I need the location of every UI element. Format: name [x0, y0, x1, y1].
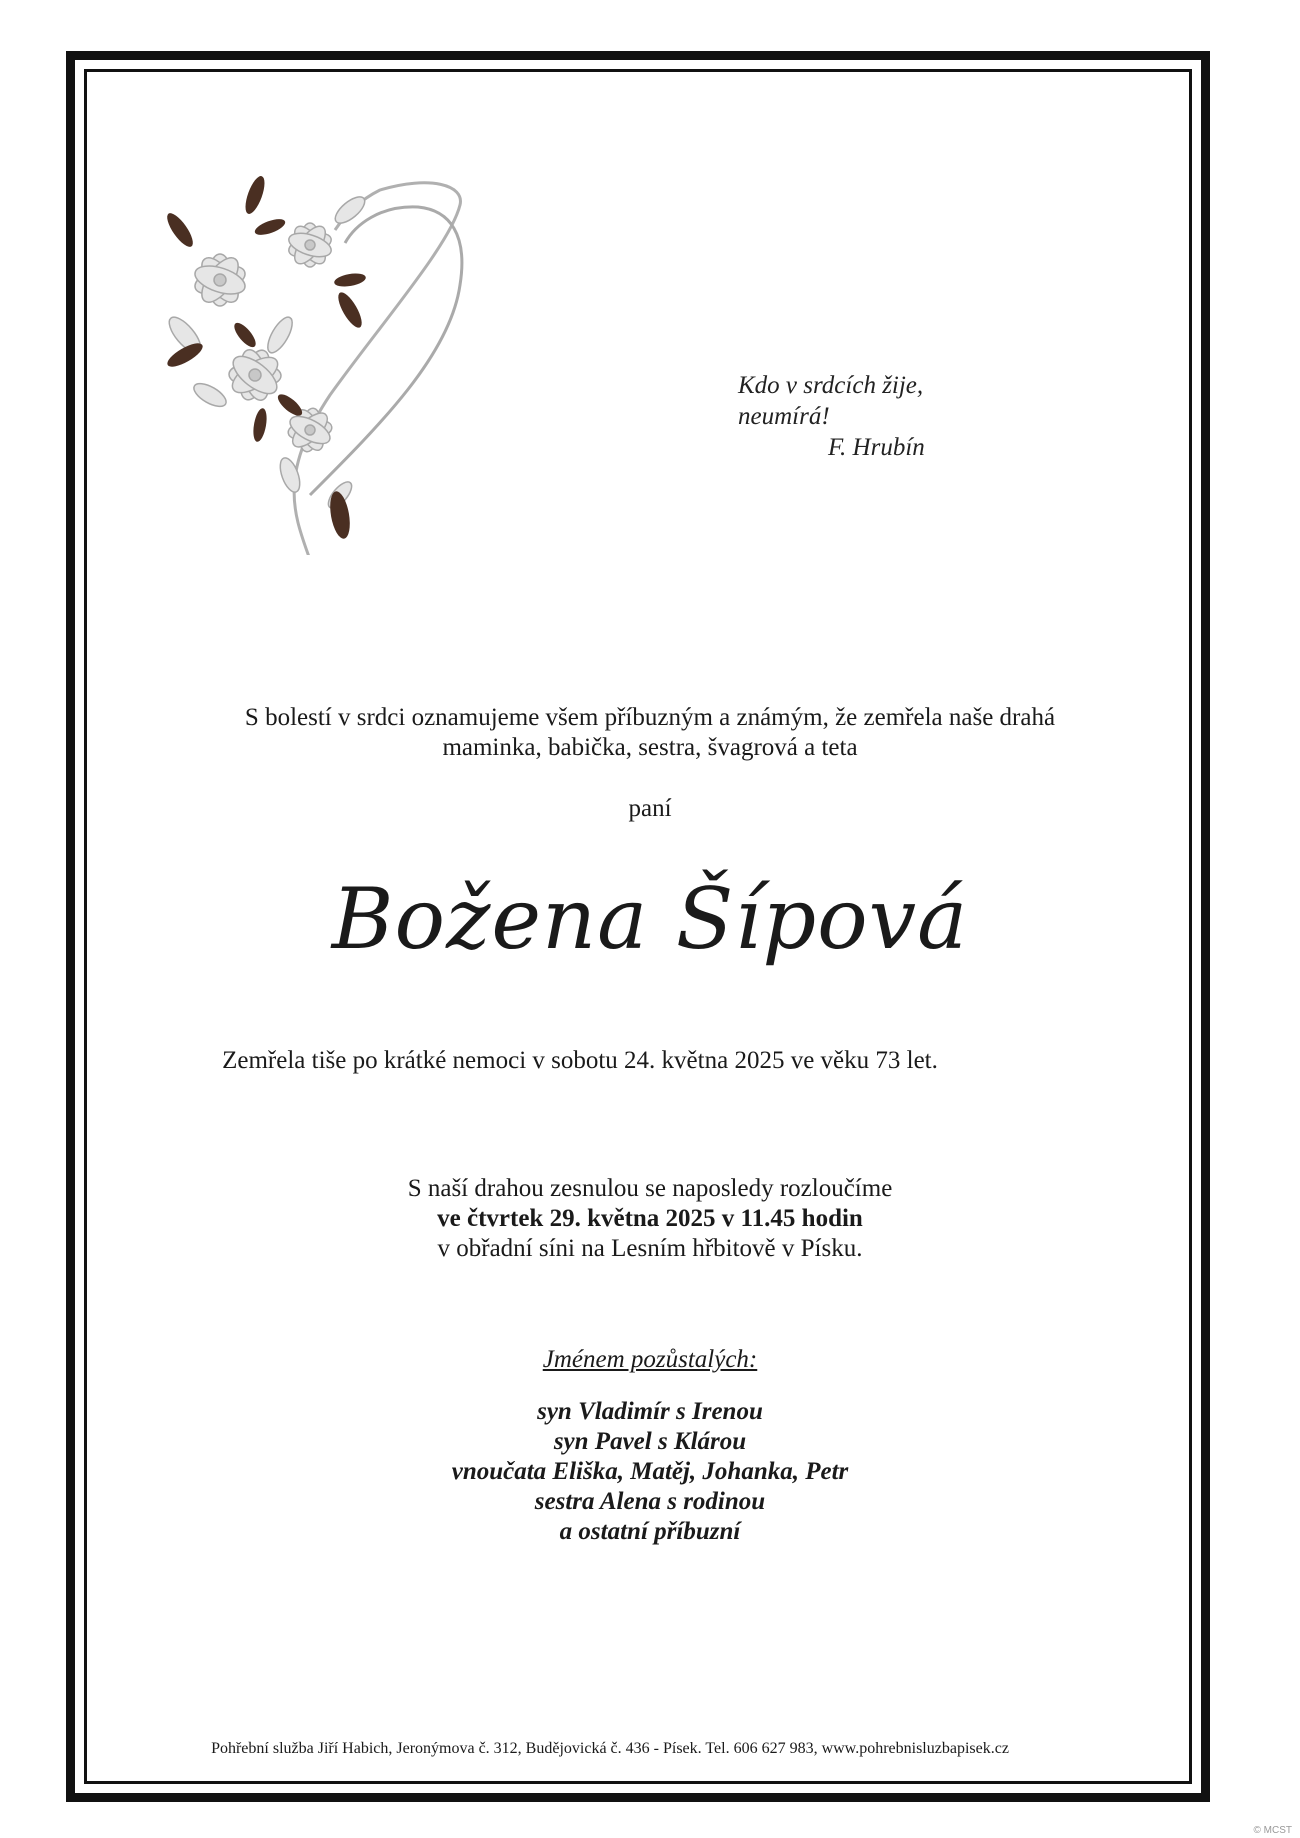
quote-line-1: Kdo v srdcích žije,	[738, 372, 924, 399]
mourner-line: syn Pavel s Klárou	[553, 1428, 747, 1455]
leaf-light-6	[190, 379, 229, 411]
farewell-line-1: S naší drahou zesnulou se naposledy rozloučíme	[407, 1175, 893, 1202]
mourners-title: Jménem pozůstalých:	[542, 1346, 758, 1373]
leaf-brown-1	[163, 210, 197, 251]
watermark: © MCST	[1253, 1825, 1292, 1836]
mourner-line: syn Vladimír s Irenou	[537, 1398, 763, 1425]
mourner-line: a ostatní příbuzní	[559, 1518, 741, 1545]
mourners-list	[100, 1397, 1200, 1547]
leaf-brown-3	[253, 216, 287, 238]
death-info: Zemřela tiše po krátké nemoci v sobotu 24. května 2025 ve věku 73 let.	[222, 1047, 938, 1074]
heart-flower-decoration	[150, 165, 520, 555]
announcement	[100, 703, 1200, 763]
farewell-details	[100, 1174, 1200, 1264]
quote	[738, 370, 925, 463]
leaf-brown-5	[334, 289, 366, 331]
quote-line-2: neumírá!	[738, 403, 830, 430]
mourner-line: vnoučata Eliška, Matěj, Johanka, Petr	[451, 1458, 849, 1485]
heart-curve	[310, 207, 462, 495]
announcement-line-1: S bolestí v srdci oznamujeme všem příbuzným a známým, že zemřela naše drahá	[244, 704, 1056, 731]
leaf-light-2	[263, 314, 297, 357]
title-word: paní	[628, 795, 672, 822]
leaf-brown-7	[231, 320, 259, 351]
deceased-name: Božena Šípová	[331, 870, 969, 968]
announcement-line-2: maminka, babička, sestra, švagrová a teta	[442, 734, 858, 761]
leaf-brown-4	[333, 271, 367, 288]
quote-author: F. Hrubín	[828, 434, 925, 461]
leaf-brown-9	[275, 391, 306, 419]
flower-2	[286, 221, 334, 268]
farewell-date-time: ve čtvrtek 29. května 2025 v 11.45 hodin	[437, 1205, 863, 1232]
farewell-place: v obřadní síni na Lesním hřbitově v Písku.	[437, 1235, 863, 1262]
mourner-line: sestra Alena s rodinou	[534, 1488, 766, 1515]
leaf-brown-8	[251, 407, 269, 443]
funeral-service-footer: Pohřební služba Jiří Habich, Jeronýmova č. 312, Budějovická č. 436 - Písek. Tel. 606 627 983, www.pohrebnisluzbapisek.cz	[211, 1740, 1009, 1757]
flower-3	[227, 346, 284, 403]
leaf-brown-2	[242, 174, 269, 216]
flower-1	[192, 252, 249, 308]
